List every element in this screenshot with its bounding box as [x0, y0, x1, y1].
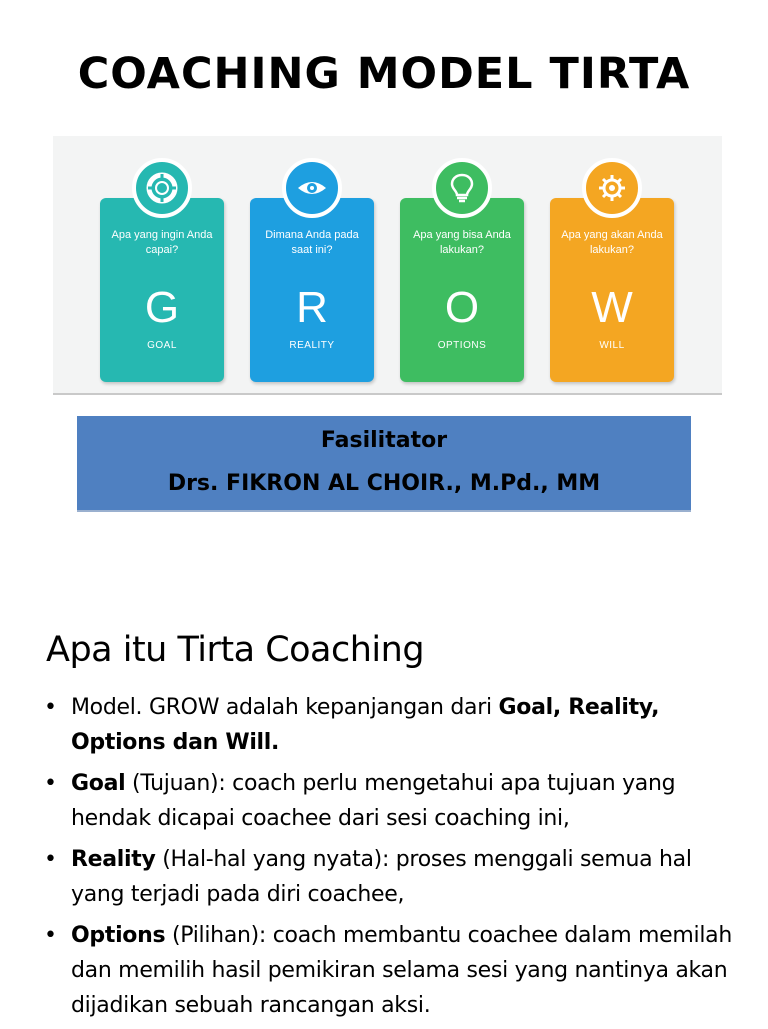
- card-letter: R: [296, 283, 328, 332]
- eye-icon: [282, 158, 342, 218]
- card-question: Apa yang bisa Anda lakukan?: [413, 229, 511, 256]
- bullet-item: [44, 842, 734, 912]
- card-word: OPTIONS: [437, 340, 487, 351]
- grow-model-image: [53, 136, 722, 395]
- bullet-item: [44, 918, 734, 1023]
- card-word: GOAL: [147, 340, 177, 351]
- grow-card-goal: [100, 198, 224, 382]
- card-letter: O: [444, 283, 480, 332]
- card-letter: W: [591, 283, 633, 332]
- lifebuoy-icon: [132, 158, 192, 218]
- grow-card-reality: [250, 198, 374, 382]
- bullet-item: [44, 690, 734, 760]
- card-word: REALITY: [289, 340, 335, 351]
- gear-icon: [582, 158, 642, 218]
- bullet-bold-lead: Goal: [71, 771, 126, 796]
- grow-card-options: [400, 198, 524, 382]
- facilitator-label: Fasilitator: [320, 428, 448, 453]
- bullet-list: [44, 690, 734, 1029]
- card-word: WILL: [599, 340, 625, 351]
- bullet-item: [44, 766, 734, 836]
- bullet-text: (Tujuan): coach perlu mengetahui apa tujuan yang hendak dicapai coachee dari sesi coaching ini,: [71, 771, 676, 831]
- card-question: Dimana Anda pada saat ini?: [265, 229, 359, 256]
- title-area: [0, 48, 768, 136]
- bullet-bold-lead: Options: [71, 923, 166, 948]
- section-heading: Apa itu Tirta Coaching: [46, 630, 425, 670]
- facilitator-name: Drs. FIKRON AL CHOIR., M.Pd., MM: [167, 471, 601, 496]
- bullet-bold-lead: Reality: [71, 847, 156, 872]
- lightbulb-icon: [432, 158, 492, 218]
- bullet-bold-tail: Goal, Reality, Options dan Will.: [71, 695, 660, 755]
- card-question: Apa yang ingin Anda capai?: [111, 229, 213, 256]
- bullet-text: Model. GROW adalah kepanjangan dari: [71, 695, 499, 720]
- grow-card-will: [550, 198, 674, 382]
- card-letter: G: [144, 283, 180, 332]
- slide-title: COACHING MODEL TIRTA: [77, 49, 691, 99]
- facilitator-box: [77, 416, 691, 512]
- bullet-text: (Hal-hal yang nyata): proses menggali semua hal yang terjadi pada diri coachee,: [71, 847, 692, 907]
- card-question: Apa yang akan Anda lakukan?: [561, 229, 663, 256]
- bullet-text: (Pilihan): coach membantu coachee dalam memilah dan memilih hasil pemikiran selama sesi yang nantinya akan dijadikan sebuah rancangan aksi.: [71, 923, 733, 1018]
